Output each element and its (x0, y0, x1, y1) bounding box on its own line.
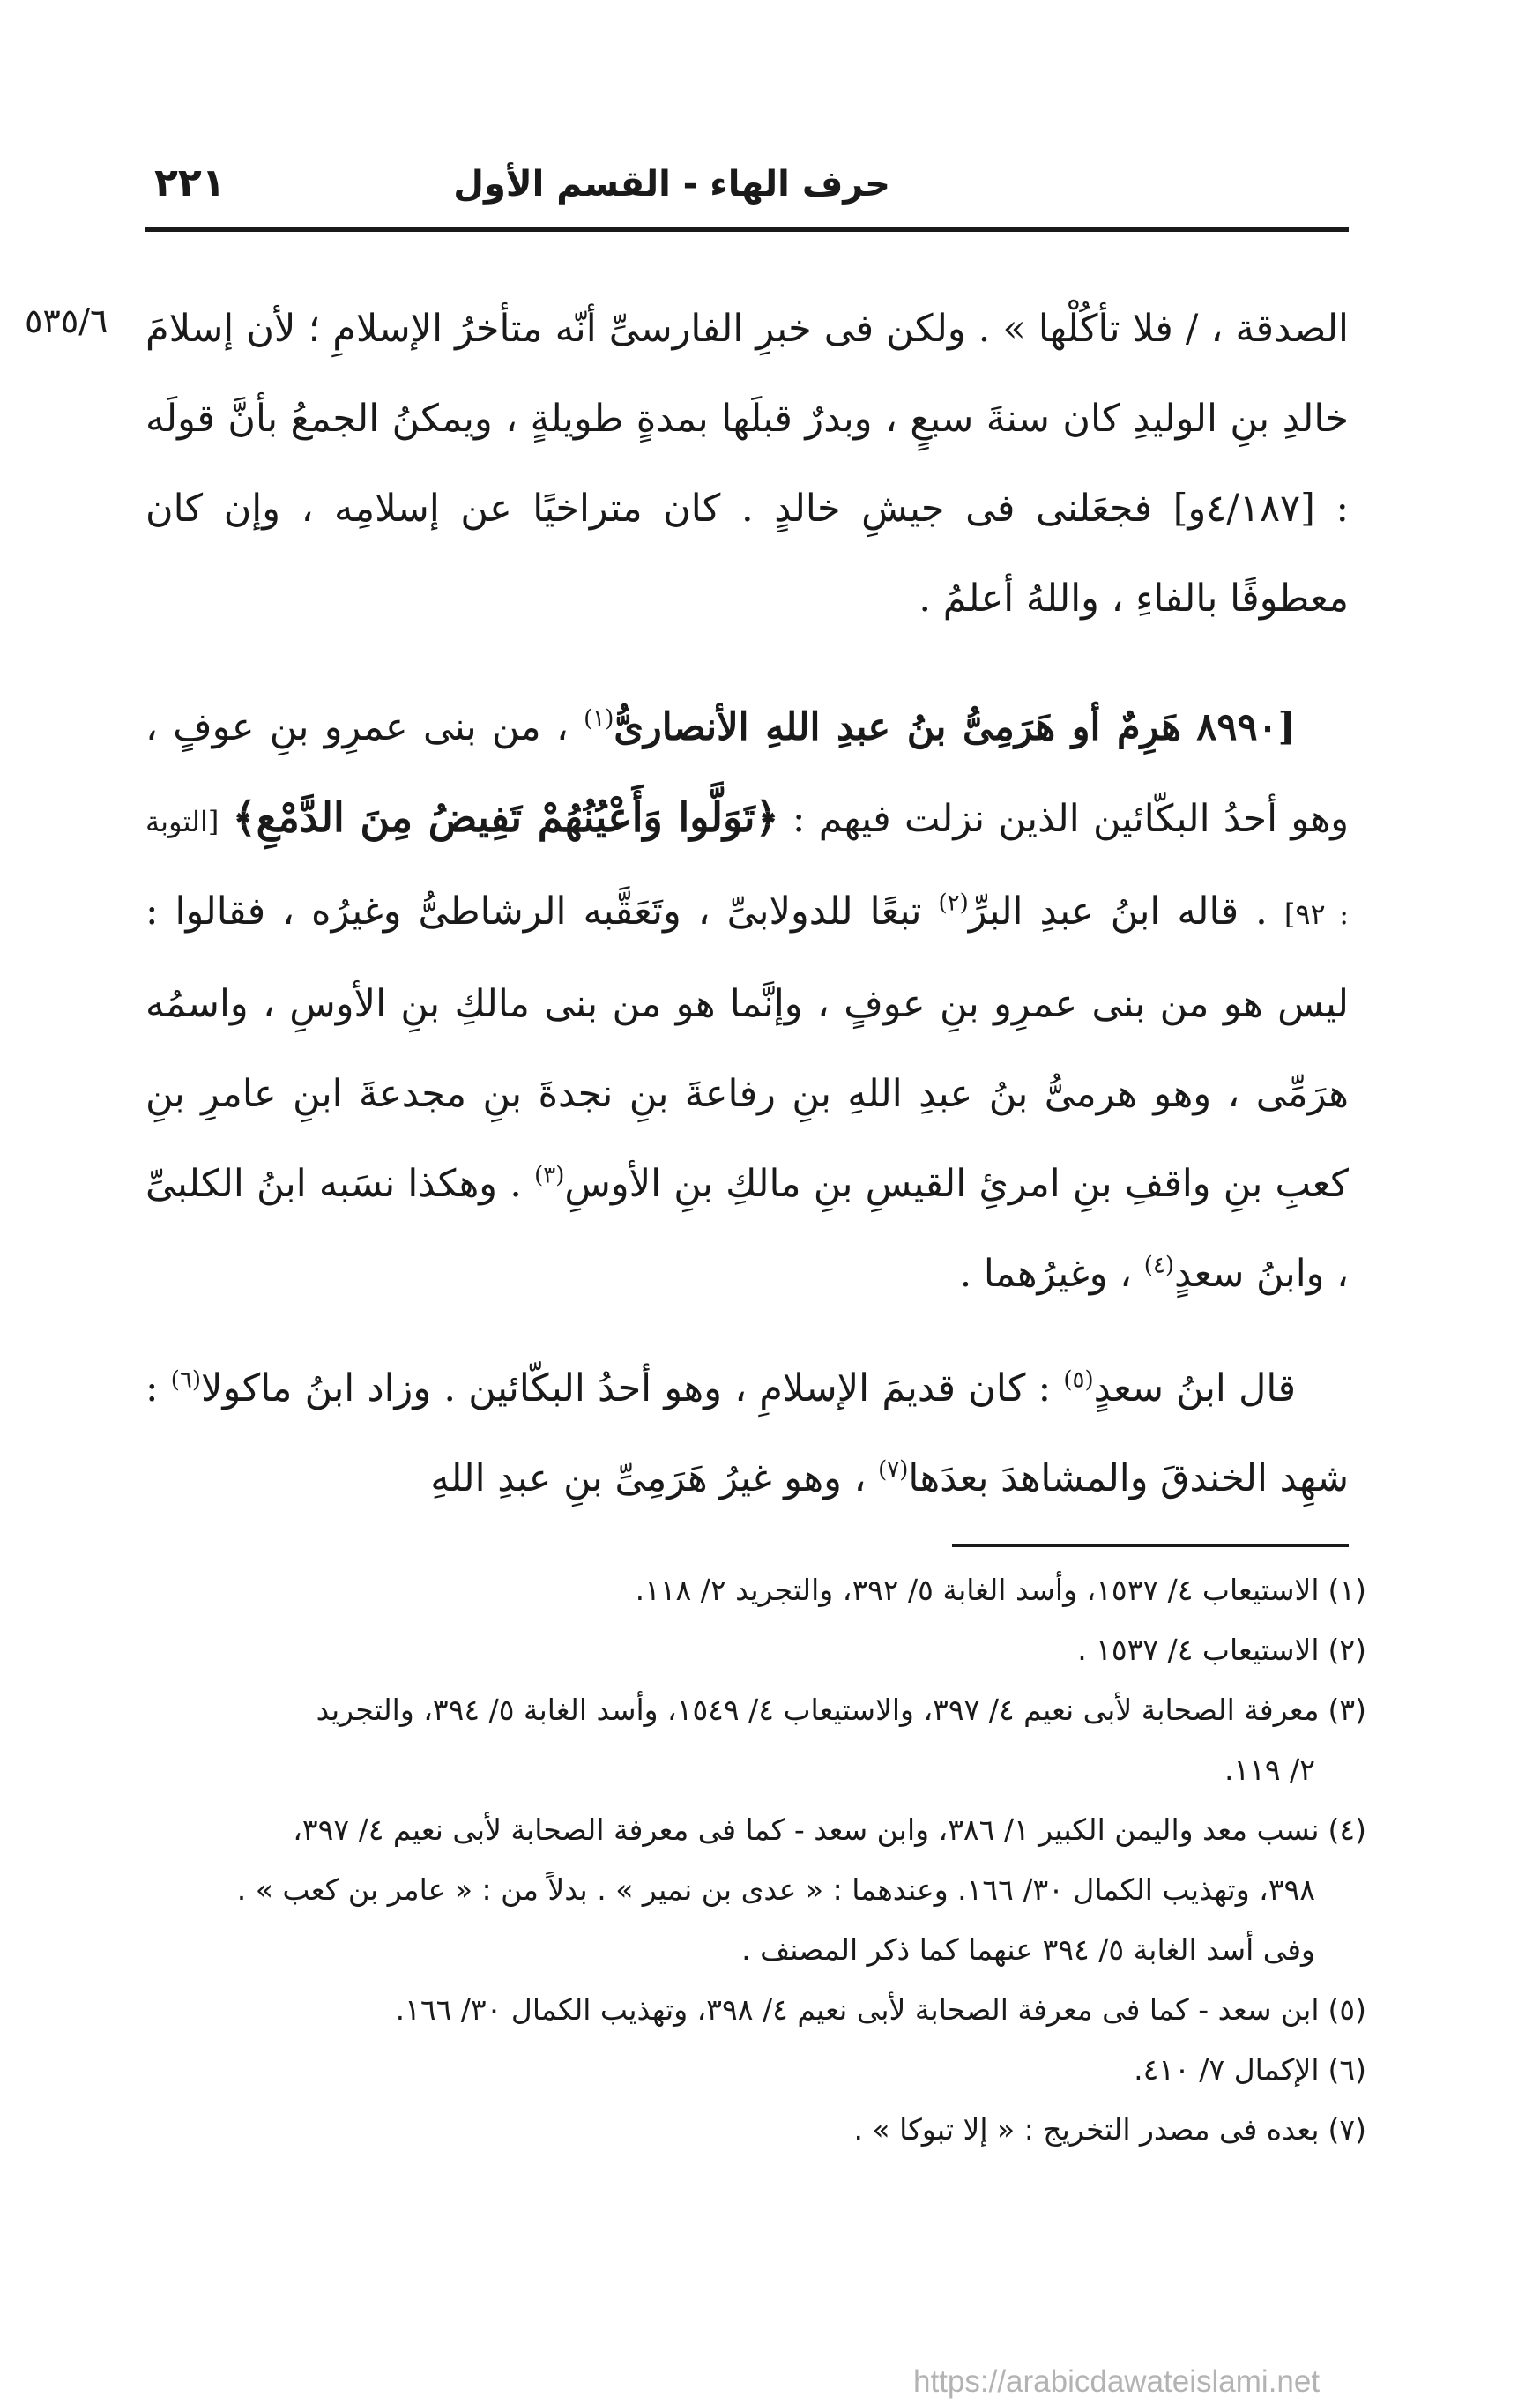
footnote-marker: (٧) (878, 1456, 909, 1484)
entry-text: . وهكذا نسَبه ابنُ الكلبىِّ ، وابنُ سعدٍ (145, 1162, 1349, 1296)
entry-text: . قاله ابنُ عبدِ البرِّ (968, 889, 1268, 934)
footnote-marker: (٤) (1143, 1252, 1175, 1279)
footnote-3 (145, 1680, 1366, 1740)
footnote-text: نسب معد واليمن الكبير ١/ ٣٨٦، وابن سعد - كما فى معرفة الصحابة لأبى نعيم ٤/ ٣٩٧، (293, 1812, 1320, 1847)
entry-paragraph (145, 682, 1349, 1319)
footnote-separator (952, 1544, 1349, 1547)
margin-reference: ٥٣٥/٦ (25, 301, 108, 340)
footnote-marker: (٢) (938, 889, 969, 917)
footnote-label: (٥) (1328, 1992, 1366, 2027)
main-text (145, 284, 1349, 1523)
footnote-7 (145, 2100, 1366, 2160)
footnote-text: وفى أسد الغابة ٥/ ٣٩٤ عنهما كما ذكر المصنف . (741, 1932, 1315, 1967)
footnote-6 (145, 2040, 1366, 2100)
paragraph-3 (145, 1343, 1349, 1523)
footnote-4-cont (145, 1920, 1366, 1980)
footnote-text: الاستيعاب ٤/ ١٥٣٧ . (1077, 1633, 1320, 1667)
footnote-3-cont (145, 1740, 1366, 1800)
footnote-marker: (٦) (170, 1366, 202, 1394)
entry-text: تبعًا للدولابىِّ ، وتَعَقَّبه الرشاطىُّ وغيرُه ، فقالوا : ليس هو من بنى عمرِو بنِ عوفٍ ، وإنَّما هو من بنى مالكِ بنِ الأوسِ ، واسمُه هرَمِّى ، وهو هرمىُّ بنُ عبدِ اللهِ بنِ رفاعةَ بنِ نجدةَ بنِ مجدعةَ ابنِ عامرِ بنِ كعبِ بنِ واقفِ بنِ امرئِ القيسِ بنِ مالكِ بنِ الأوسِ (145, 889, 1349, 1206)
footnote-1 (145, 1560, 1366, 1620)
footnote-text: ابن سعد - كما فى معرفة الصحابة لأبى نعيم ٤/ ٣٩٨، وتهذيب الكمال ٣٠/ ١٦٦. (395, 1992, 1320, 2027)
footnote-label: (٧) (1328, 2112, 1366, 2147)
running-title: حرف الهاء - القسم الأول (453, 164, 890, 205)
footnote-text: معرفة الصحابة لأبى نعيم ٤/ ٣٩٧، والاستيعاب ٤/ ١٥٤٩، وأسد الغابة ٥/ ٣٩٤، والتجريد (316, 1693, 1320, 1727)
footnote-text: ٣٩٨، وتهذيب الكمال ٣٠/ ١٦٦. وعندهما : « عدى بن نمير » . بدلاً من : « عامر بن كعب » . (236, 1872, 1315, 1907)
paragraph-text: : كان قديمَ الإسلامِ ، وهو أحدُ البكّائين . وزاد ابنُ ماكولا (201, 1366, 1052, 1410)
footnote-4 (145, 1800, 1366, 1860)
quran-verse: ﴿تَوَلَّوا وَأَعْيُنُهُمْ تَفِيضُ مِنَ الدَّمْعِ﴾ (232, 793, 779, 841)
footnote-text: ٢/ ١١٩. (1224, 1753, 1315, 1787)
footnotes (145, 1560, 1366, 2160)
entry-text: ، وغيرُهما . (959, 1252, 1133, 1296)
watermark-url: https://arabicdawateislami.net (913, 2364, 1321, 2399)
paragraph-text: قال ابنُ سعدٍ (1093, 1366, 1297, 1410)
footnote-text: الاستيعاب ٤/ ١٥٣٧، وأسد الغابة ٥/ ٣٩٢، والتجريد ٢/ ١١٨. (635, 1573, 1320, 1607)
footnote-2 (145, 1620, 1366, 1680)
footnote-label: (٦) (1328, 2052, 1366, 2087)
entry-number: [٨٩٩٠ (1196, 705, 1297, 749)
footnote-5 (145, 1980, 1366, 2040)
footnote-label: (٣) (1328, 1693, 1366, 1727)
verse-reference: [التوبة : ٩٢] (145, 805, 1350, 931)
entry-text: ، من بنى عمرِو بنِ عوفٍ ، وهو أحدُ البكّائين الذين نزلت فيهم : (145, 705, 1350, 841)
footnote-label: (٤) (1328, 1812, 1366, 1847)
page-number: ٢٢١ (154, 160, 226, 205)
paragraph-1: الصدقة ، / فلا تأكُلْها » . ولكن فى خبرِ الفارسىِّ أنّه متأخرُ الإسلامِ ؛ لأن إسلامَ خالدِ بنِ الوليدِ كان سنةَ سبعٍ ، وبدرٌ قبلَها بمدةٍ طويلةٍ ، ويمكنُ الجمعُ بأنَّ قولَه : [٤/١٨٧و] فجعَلنى فى جيشِ خالدٍ . كان متراخيًا عن إسلامِه ، وإن كان معطوفًا بالفاءِ ، واللهُ أعلمُ . (145, 307, 1349, 621)
footnote-marker: (٥) (1063, 1366, 1094, 1394)
paragraph-text: : شهِد الخندقَ والمشاهدَ بعدَها (145, 1366, 1349, 1500)
footnote-label: (٢) (1328, 1633, 1366, 1667)
footnote-marker: (٣) (534, 1162, 565, 1189)
footnote-text: بعده فى مصدر التخريج : « إلا تبوكا » . (853, 2112, 1320, 2147)
paragraph-text: ، وهو غيرُ هَرَمِىِّ بنِ عبدِ اللهِ (430, 1456, 867, 1500)
header-rule (145, 227, 1349, 232)
footnote-marker: (١) (584, 705, 614, 733)
footnote-text: الإكمال ٧/ ٤١٠. (1134, 2052, 1320, 2087)
entry-name: هَرِمٌ أو هَرَمِىُّ بنُ عبدِ اللهِ الأنصارىُّ (614, 705, 1182, 749)
footnote-label: (١) (1328, 1573, 1366, 1607)
footnote-4-cont (145, 1860, 1366, 1920)
page-header (145, 157, 1349, 219)
